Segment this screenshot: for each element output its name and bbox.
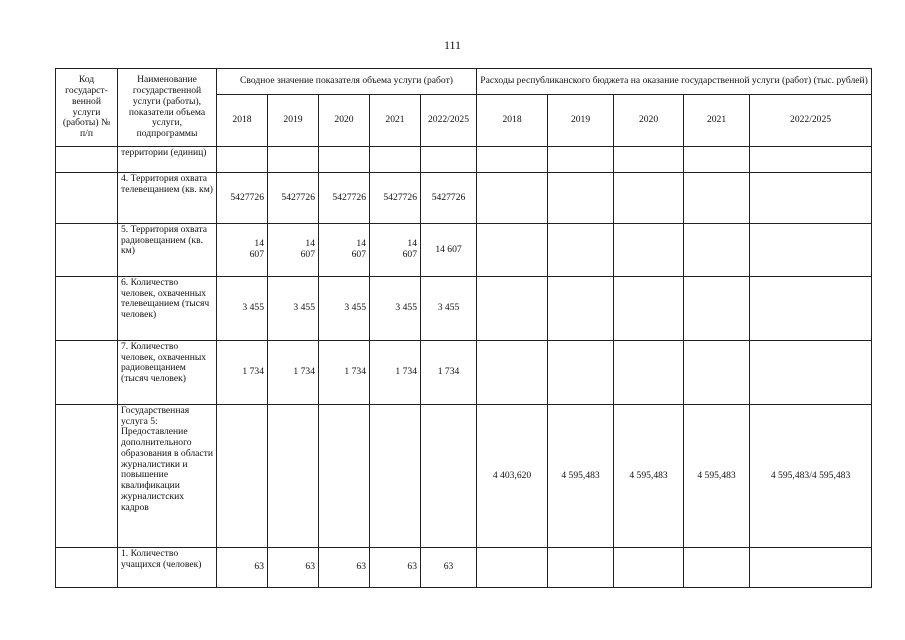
service-name-cell: территории (единиц) [118,147,217,173]
budget-value-cell [750,548,872,588]
header-summary-year: 2022/2025 [421,95,477,147]
budget-value-cell [614,277,684,341]
budget-value-cell [614,548,684,588]
service-name-cell: Государственная услуга 5: Предоставление дополнительного образования в области журналистики и повышение квалификации журналистских кадров [118,405,217,548]
budget-value-cell [477,224,548,277]
table-row [56,341,872,405]
volume-value-cell: 14 607 [370,224,421,277]
volume-value-cell: 1 734 [370,341,421,405]
volume-value-cell: 63 [421,548,477,588]
budget-value-cell [548,277,614,341]
service-name-cell: 5. Территория охвата радиовещанием (кв. км) [118,224,217,277]
budget-value-cell [477,341,548,405]
volume-value-cell [217,405,268,548]
volume-value-cell: 63 [319,548,370,588]
budget-value-cell [548,147,614,173]
budget-value-cell: 4 595,483 [548,405,614,548]
budget-value-cell [684,341,750,405]
budget-value-cell [548,341,614,405]
volume-value-cell: 1 734 [268,341,319,405]
table-row [56,405,872,548]
volume-value-cell [370,147,421,173]
header-code: Код государст-венной услуги (работы) № п/п [56,69,118,147]
volume-value-cell: 63 [370,548,421,588]
table-row [56,277,872,341]
volume-value-cell [319,147,370,173]
budget-value-cell [614,341,684,405]
code-cell [56,548,118,588]
service-name-cell: 7. Количество человек, охваченных радиовещанием (тысяч человек) [118,341,217,405]
volume-value-cell: 3 455 [319,277,370,341]
volume-value-cell: 3 455 [421,277,477,341]
budget-value-cell [750,147,872,173]
volume-value-cell: 5427726 [370,173,421,224]
volume-value-cell: 14 607 [319,224,370,277]
volume-value-cell: 3 455 [217,277,268,341]
code-cell [56,173,118,224]
header-budget-year: 2018 [477,95,548,147]
volume-value-cell: 5427726 [421,173,477,224]
table-row [56,173,872,224]
page-number: 111 [443,38,462,52]
budget-value-cell [750,173,872,224]
code-cell [56,341,118,405]
budget-value-cell [548,173,614,224]
volume-value-cell: 5427726 [319,173,370,224]
budget-value-cell [614,224,684,277]
header-summary-year: 2020 [319,95,370,147]
service-name-cell: 1. Количество учащихся (человек) [118,548,217,588]
header-summary-year: 2018 [217,95,268,147]
budget-value-cell [548,548,614,588]
header-budget-year: 2020 [614,95,684,147]
volume-value-cell [268,147,319,173]
volume-value-cell: 3 455 [268,277,319,341]
table-row [56,548,872,588]
volume-value-cell: 1 734 [217,341,268,405]
header-summary-year: 2021 [370,95,421,147]
volume-value-cell [217,147,268,173]
budget-value-cell: 4 595,483/4 595,483 [750,405,872,548]
header-budget: Расходы республиканского бюджета на оказание государственной услуги (работ) (тыс. рублей) [477,69,872,95]
budget-value-cell [614,173,684,224]
volume-value-cell [370,405,421,548]
table-row [56,224,872,277]
budget-value-cell [477,277,548,341]
services-table [55,68,872,588]
volume-value-cell: 5427726 [268,173,319,224]
header-summary: Сводное значение показателя объема услуги (работ) [217,69,477,95]
volume-value-cell: 1 734 [421,341,477,405]
volume-value-cell: 14 607 [268,224,319,277]
code-cell [56,224,118,277]
budget-value-cell: 4 595,483 [614,405,684,548]
header-summary-year: 2019 [268,95,319,147]
service-name-cell: 6. Количество человек, охваченных телевещанием (тысяч человек) [118,277,217,341]
volume-value-cell: 5427726 [217,173,268,224]
budget-value-cell [614,147,684,173]
header-budget-year: 2022/2025 [750,95,872,147]
header-budget-year: 2019 [548,95,614,147]
volume-value-cell [268,405,319,548]
volume-value-cell: 1 734 [319,341,370,405]
budget-value-cell [684,147,750,173]
code-cell [56,405,118,548]
code-cell [56,147,118,173]
budget-value-cell [684,548,750,588]
budget-value-cell [684,224,750,277]
volume-value-cell [421,405,477,548]
volume-value-cell: 63 [268,548,319,588]
header-name: Наименование государственной услуги (работы), показатели объема услуги, подпрограммы [118,69,217,147]
table-row [56,147,872,173]
budget-value-cell [750,341,872,405]
volume-value-cell: 14 607 [217,224,268,277]
volume-value-cell [319,405,370,548]
volume-value-cell [421,147,477,173]
header-budget-year: 2021 [684,95,750,147]
budget-value-cell [548,224,614,277]
budget-value-cell [684,277,750,341]
budget-value-cell: 4 595,483 [684,405,750,548]
service-name-cell: 4. Территория охвата телевещанием (кв. км) [118,173,217,224]
volume-value-cell: 14 607 [421,224,477,277]
budget-value-cell [684,173,750,224]
budget-value-cell [750,277,872,341]
code-cell [56,277,118,341]
volume-value-cell: 3 455 [370,277,421,341]
budget-value-cell [477,548,548,588]
budget-value-cell [477,173,548,224]
volume-value-cell: 63 [217,548,268,588]
budget-value-cell [750,224,872,277]
budget-value-cell: 4 403,620 [477,405,548,548]
budget-value-cell [477,147,548,173]
